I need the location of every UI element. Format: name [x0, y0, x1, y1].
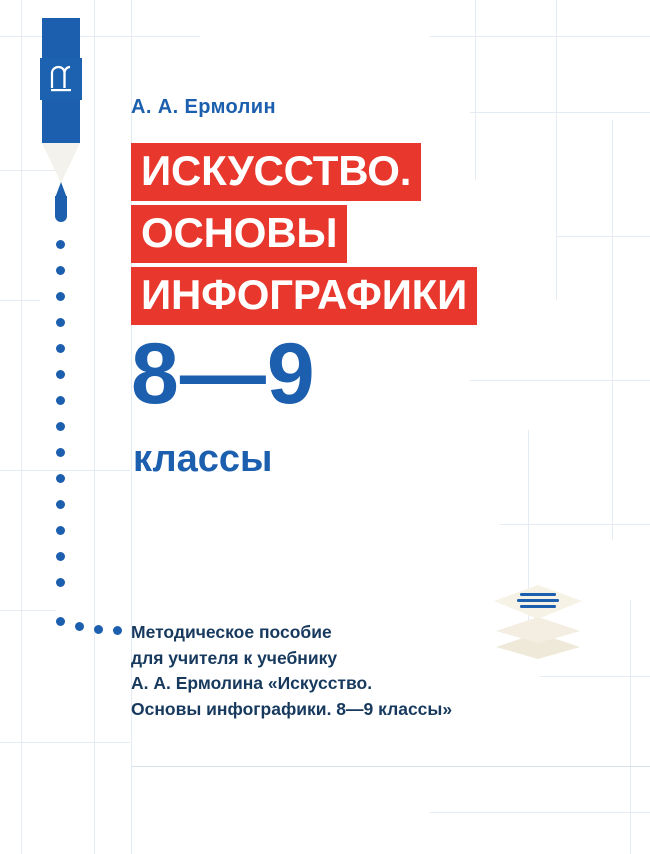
publisher-logo-icon — [40, 58, 82, 100]
margin-rule — [131, 0, 132, 854]
title-line-3: ИНФОГРАФИКИ — [131, 267, 477, 325]
author-name: А. А. Ермолин — [131, 96, 276, 118]
pencil-lead-icon — [55, 196, 67, 222]
stacked-layers-icon — [490, 573, 586, 659]
subtitle-block — [131, 620, 531, 722]
subtitle-line-2: для учителя к учебнику — [131, 647, 338, 668]
subtitle-line-1: Методическое пособие — [131, 622, 332, 642]
pencil-dotted-trail — [56, 240, 66, 604]
bottom-divider — [131, 766, 650, 767]
title-line-1: ИСКУССТВО. — [131, 143, 421, 201]
title-line-2: ОСНОВЫ — [131, 205, 347, 263]
book-title — [131, 143, 477, 329]
pencil-dotted-curve — [56, 617, 126, 639]
pencil-tip — [42, 143, 80, 183]
subtitle-line-3: А. А. Ермолина «Искусство. — [131, 673, 373, 693]
grade-number: 8—9 — [131, 326, 316, 422]
grade-label: классы — [133, 438, 273, 480]
subtitle-line-4: Основы инфографики. 8—9 классы» — [131, 698, 453, 719]
